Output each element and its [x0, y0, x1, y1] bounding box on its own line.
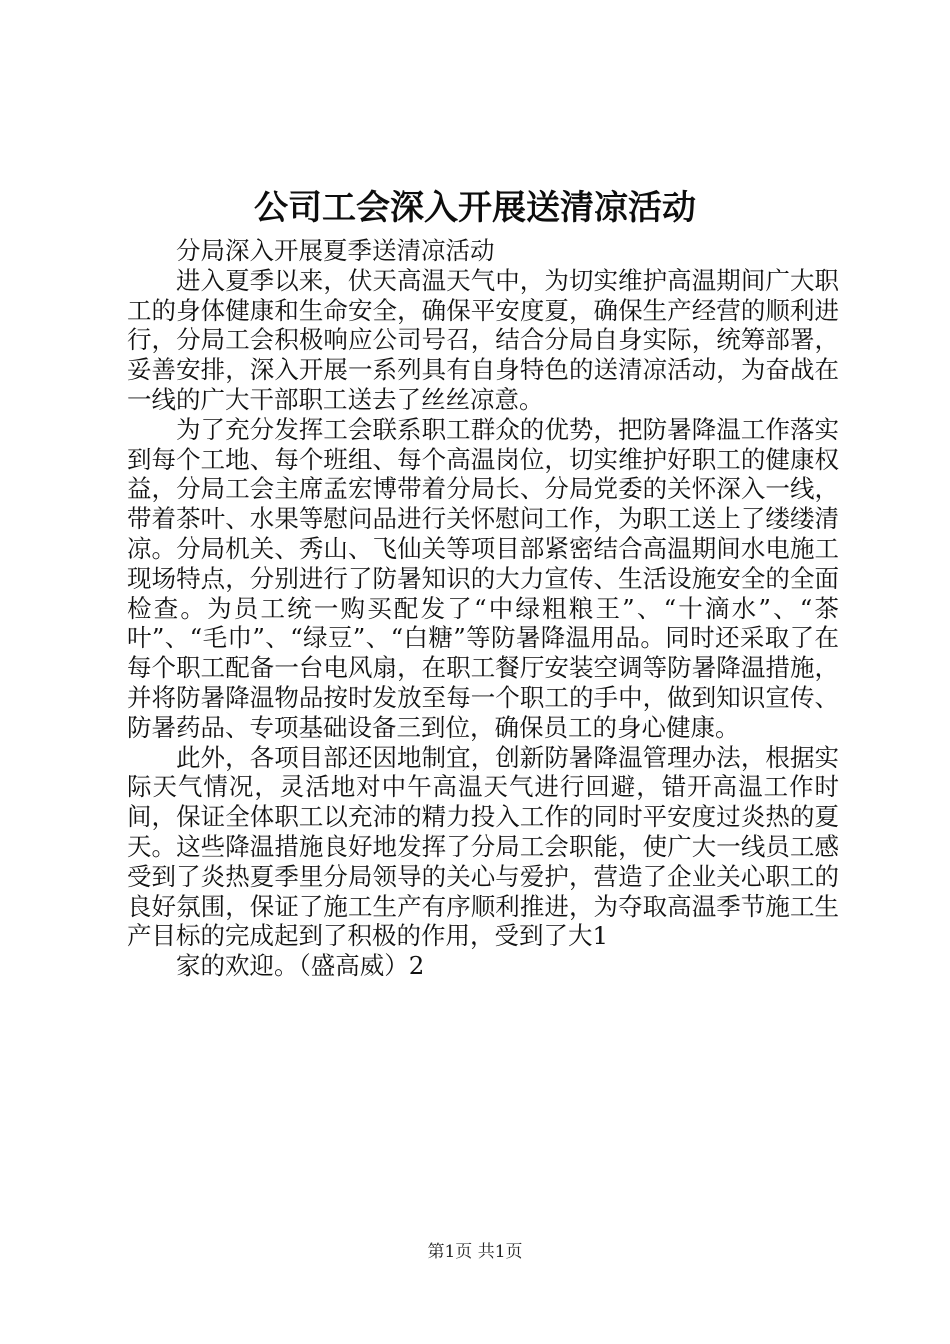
- paragraph-3: 此外，各项目部还因地制宜，创新防暑降温管理办法，根据实际天气情况，灵活地对中午高温天气进行回避，错开高温工作时间，保证全体职工以充沛的精力投入工作的同时平安度过炎热的夏天。这些降温措施良好地发挥了分局工会职能，使广大一线员工感受到了炎热夏季里分局领导的关心与爱护，营造了企业关心职工的良好氛围，保证了施工生产有序顺利推进，为夺取高温季节施工生产目标的完成起到了积极的作用，受到了大1: [127, 742, 839, 951]
- paragraph-4: 家的欢迎。（盛高威）2: [176, 951, 425, 981]
- page-title: 公司工会深入开展送清凉活动: [254, 188, 696, 228]
- paragraph-1: 进入夏季以来，伏天高温天气中，为切实维护高温期间广大职工的身体健康和生命安全，确保平安度夏，确保生产经营的顺利进行，分局工会积极响应公司号召，结合分局自身实际，统筹部署，妥善安排，深入开展一系列具有自身特色的送清凉活动，为奋战在一线的广大干部职工送去了丝丝凉意。: [127, 265, 839, 414]
- article-body: [127, 236, 839, 981]
- paragraph-2: 为了充分发挥工会联系职工群众的优势，把防暑降温工作落实到每个工地、每个班组、每个高温岗位，切实维护好职工的健康权益，分局工会主席孟宏博带着分局长、分局党委的关怀深入一线，带着茶叶、水果等慰问品进行关怀慰问工作，为职工送上了缕缕清凉。分局机关、秀山、飞仙关等项目部紧密结合高温期间水电施工现场特点，分别进行了防暑知识的大力宣传、生活设施安全的全面检查。为员工统一购买配发了“中绿粗粮王”、“十滴水”、“茶叶”、“毛巾”、“绿豆”、“白糖”等防暑降温用品。同时还采取了在每个职工配备一台电风扇，在职工餐厅安装空调等防暑降温措施，并将防暑降温物品按时发放至每一个职工的手中，做到知识宣传、防暑药品、专项基础设备三到位，确保员工的身心健康。: [127, 414, 839, 742]
- article-subtitle: 分局深入开展夏季送清凉活动: [176, 236, 495, 265]
- page-footer: 第1页 共1页: [427, 1242, 523, 1262]
